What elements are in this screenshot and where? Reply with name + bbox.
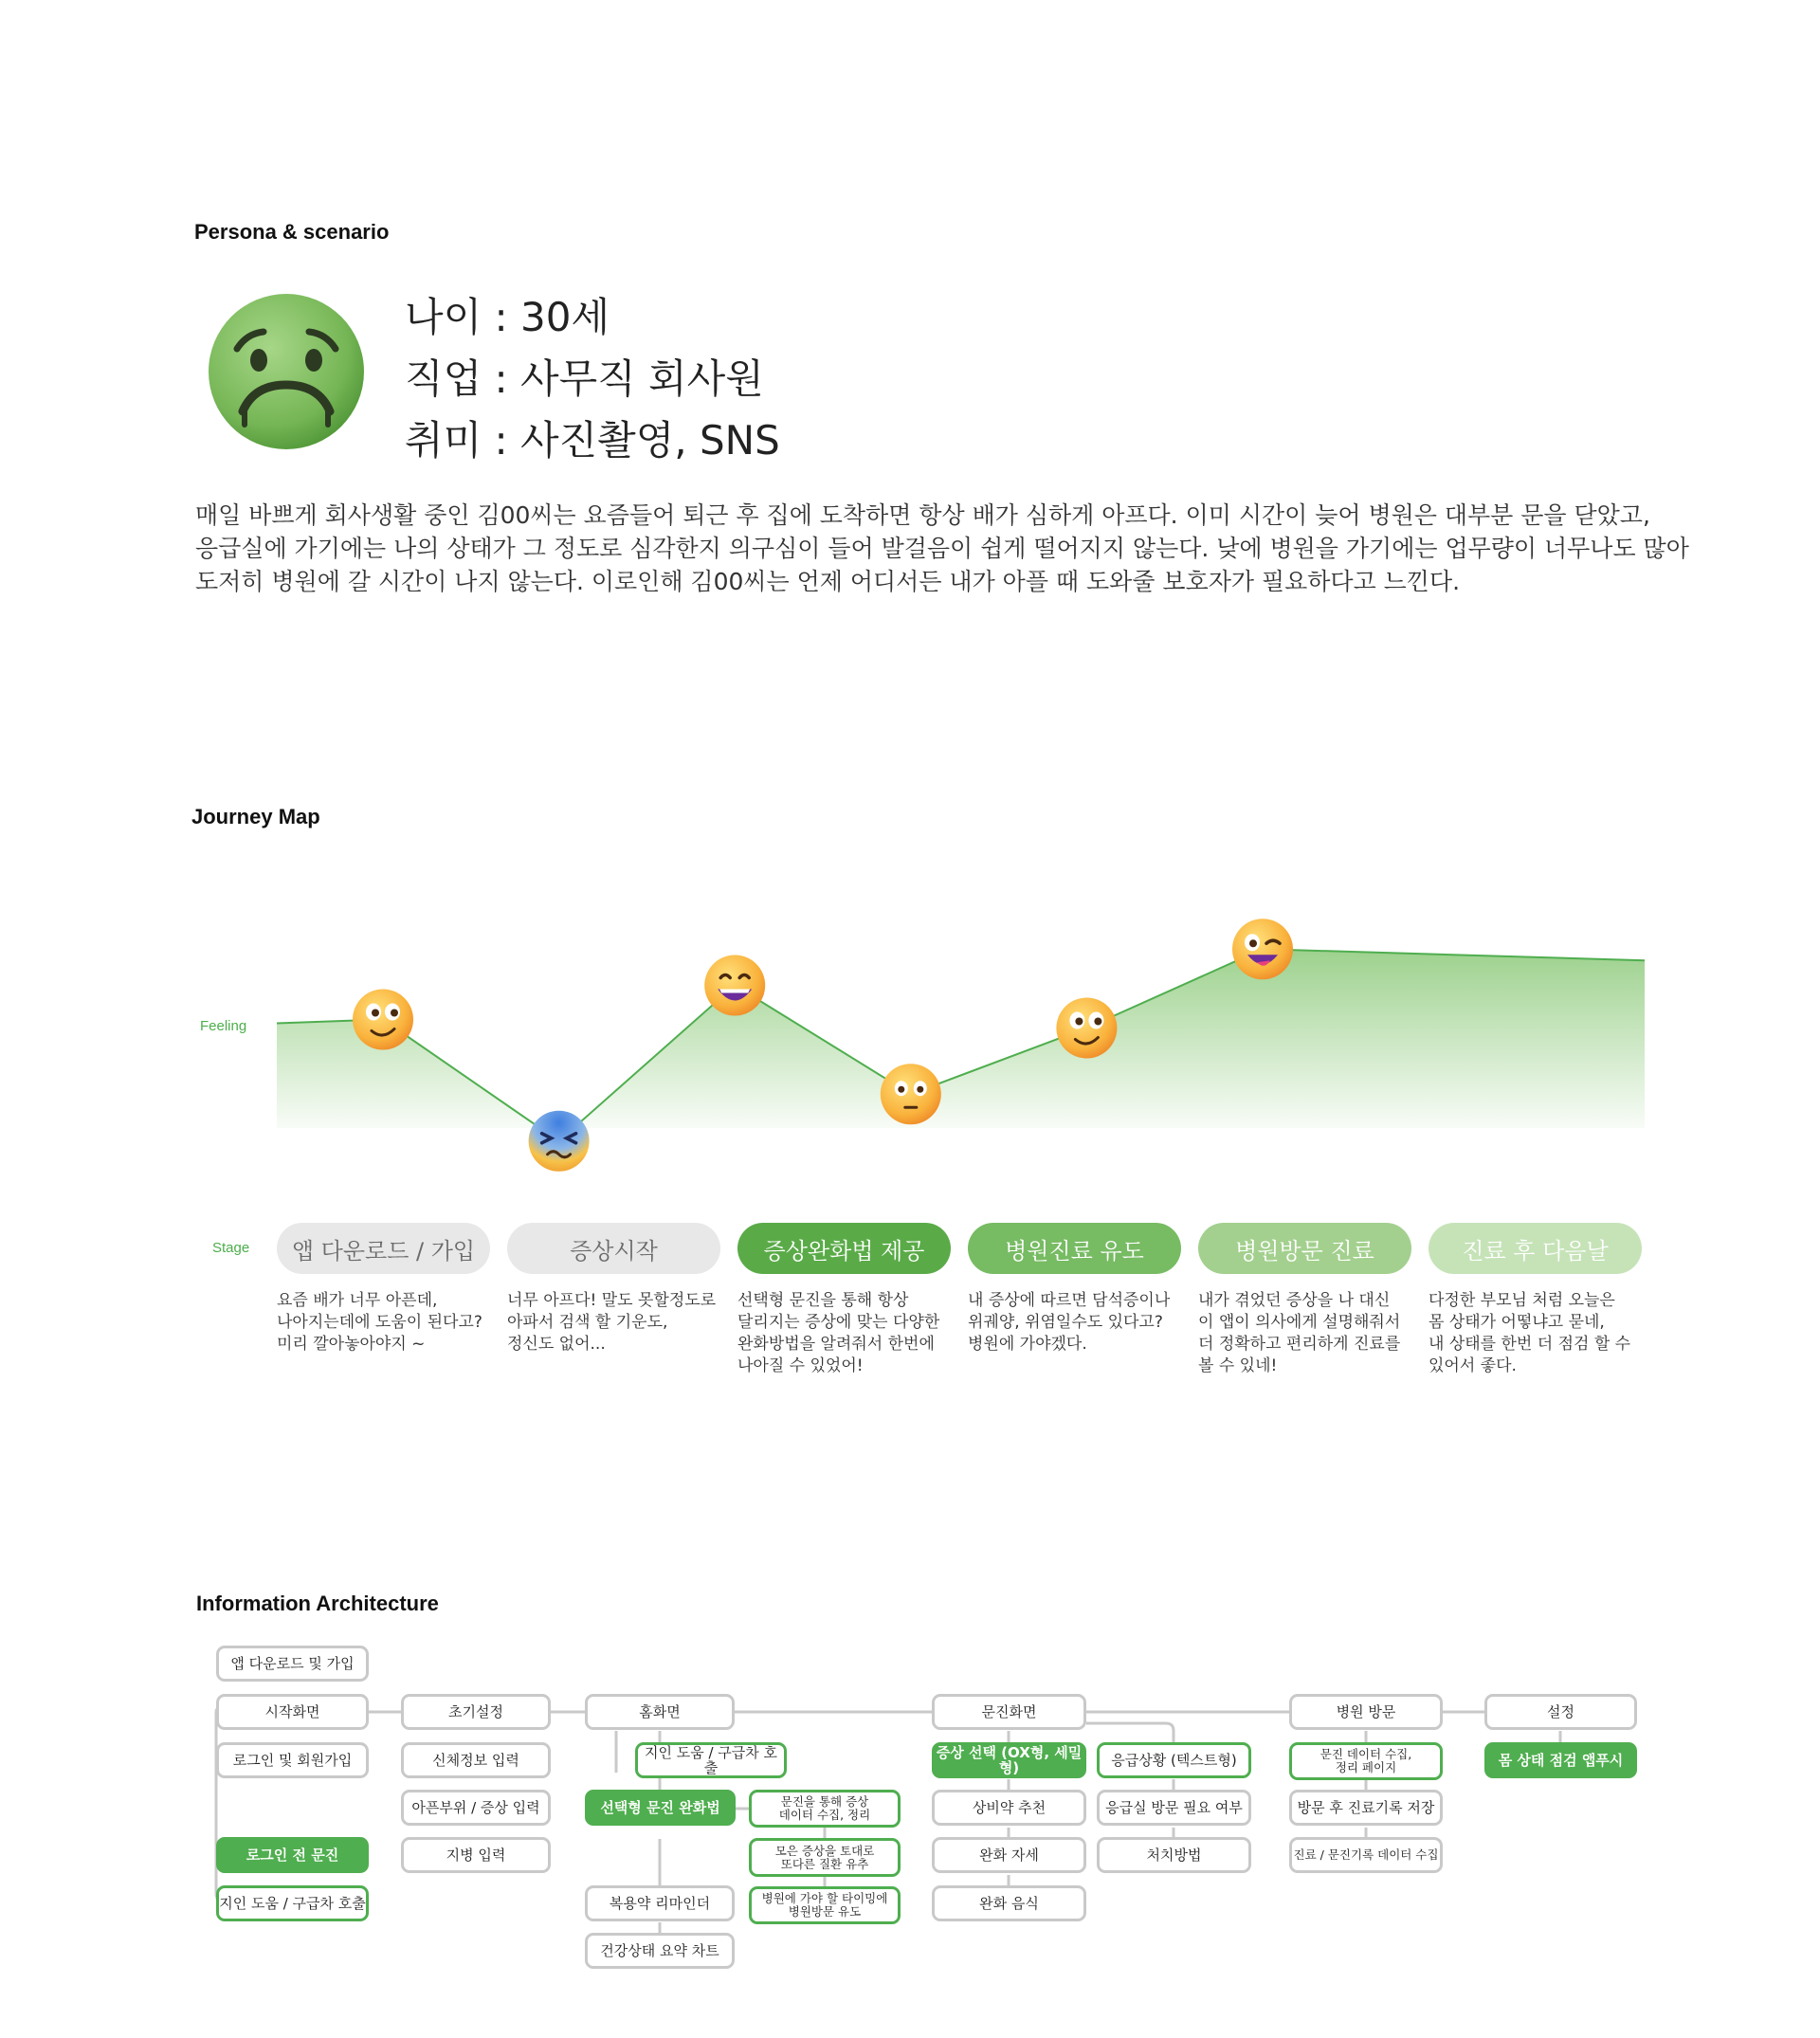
ia-node-record-data: 진료 / 문진기록 데이터 수집 bbox=[1289, 1837, 1443, 1873]
ia-node-save-record: 방문 후 진료기록 저장 bbox=[1289, 1790, 1443, 1826]
ia-node-start-screen: 시작화면 bbox=[216, 1694, 369, 1730]
stage-description-line: 병원에 가야겠다. bbox=[968, 1335, 1087, 1354]
stage-description-line: 더 정확하고 편리하게 진료를 bbox=[1198, 1335, 1401, 1354]
persona-job: 직업 : 사무직 회사원 bbox=[405, 355, 764, 402]
ia-node-line: 정리 페이지 bbox=[1335, 1760, 1397, 1774]
ia-node-line: 병원방문 유도 bbox=[788, 1904, 862, 1919]
stage-description-line: 내 증상에 따르면 담석증이나 bbox=[968, 1291, 1171, 1310]
ia-node-emergency-text: 응급상황 (텍스트형) bbox=[1097, 1742, 1251, 1778]
ia-node-line: 병원에 가야 할 타이밍에 bbox=[761, 1891, 888, 1905]
ia-node-home: 홈화면 bbox=[585, 1694, 735, 1730]
ia-node-first-aid: 처치방법 bbox=[1097, 1837, 1251, 1873]
ia-node-pain-symptom: 아픈부위 / 증상 입력 bbox=[401, 1790, 551, 1826]
ia-node-checkup-data-page bbox=[1289, 1742, 1443, 1780]
ia-node-line: 또다른 질환 유추 bbox=[780, 1856, 869, 1871]
stage-pill: 병원방문 진료 bbox=[1198, 1223, 1411, 1274]
persona-age: 나이 : 30세 bbox=[405, 294, 610, 340]
stage-description-line: 나아질 수 있었어! bbox=[737, 1356, 864, 1375]
stage-description-line: 다정한 부모님 처럼 오늘은 bbox=[1429, 1291, 1615, 1310]
ia-node-medication-reminder: 복용약 리마인더 bbox=[585, 1885, 735, 1921]
ia-section-title: Information Architecture bbox=[196, 1592, 439, 1615]
ia-node-disease-input: 지병 입력 bbox=[401, 1837, 551, 1873]
ia-node-selective-relief: 선택형 문진 완화법 bbox=[585, 1790, 736, 1826]
scenario-line: 매일 바쁘게 회사생활 중인 김00씨는 요즘들어 퇴근 후 집에 도착하면 항상 배가 심하게 아프다. 이미 시간이 늦어 병원은 대부분 문을 닫았고, bbox=[195, 501, 1650, 529]
scenario-line: 응급실에 가기에는 나의 상태가 그 정도로 심각한지 의구심이 들어 발걸음이 쉽게 떨어지지 않는다. 낮에 병원을 가기에는 업무량이 너무나도 많아 bbox=[195, 535, 1689, 562]
ia-node-checkup-screen: 문진화면 bbox=[932, 1694, 1086, 1730]
ia-node-line: 문진을 통해 증상 bbox=[780, 1794, 869, 1809]
journey-section-title: Journey Map bbox=[191, 805, 320, 828]
ia-node-relief-posture: 완화 자세 bbox=[932, 1837, 1086, 1873]
stage-description-line: 있어서 좋다. bbox=[1429, 1356, 1517, 1375]
stage-description-line: 요즘 배가 너무 아픈데, bbox=[277, 1291, 438, 1310]
ia-node-body-info: 신체정보 입력 bbox=[401, 1742, 551, 1778]
ia-node-infer-disease bbox=[749, 1838, 901, 1877]
stage-description-line: 위궤양, 위염일수도 있다고? bbox=[968, 1313, 1163, 1332]
stage-axis-label: Stage bbox=[212, 1240, 250, 1256]
ia-node-settings: 설정 bbox=[1484, 1694, 1637, 1730]
ia-node-app-download: 앱 다운로드 및 가입 bbox=[216, 1646, 369, 1682]
ia-node-relief-food: 완화 음식 bbox=[932, 1885, 1086, 1921]
persona-section-title: Persona & scenario bbox=[194, 220, 390, 244]
ia-node-prelogin-check: 로그인 전 문진 bbox=[216, 1837, 369, 1873]
feeling-axis-label: Feeling bbox=[200, 1018, 247, 1034]
ia-node-acquaintance-call-home: 지인 도움 / 구급차 호출 bbox=[635, 1742, 787, 1778]
stage-description-line: 볼 수 있네! bbox=[1198, 1356, 1278, 1375]
stage-pill: 증상시작 bbox=[507, 1223, 720, 1274]
stage-description-line: 정신도 없어... bbox=[507, 1335, 606, 1354]
stage-description-line: 너무 아프다! 말도 못할정도로 bbox=[507, 1291, 717, 1310]
ia-node-symptom-select: 증상 선택 (OX형, 세밀형) bbox=[932, 1742, 1086, 1778]
ia-node-hospital-visit-induce bbox=[749, 1886, 901, 1924]
ia-node-initial-setup: 초기설정 bbox=[401, 1694, 551, 1730]
ia-node-er-visit-needed: 응급실 방문 필요 여부 bbox=[1097, 1790, 1251, 1826]
stage-description-line: 선택형 문진을 통해 항상 bbox=[737, 1291, 909, 1310]
stage-description-line: 내가 겪었던 증상을 나 대신 bbox=[1198, 1291, 1391, 1310]
stage-description-line: 내 상태를 한번 더 점검 할 수 bbox=[1429, 1335, 1631, 1354]
ia-node-line: 문진 데이터 수집, bbox=[1320, 1747, 1412, 1761]
ia-node-line: 모은 증상을 토대로 bbox=[774, 1843, 875, 1858]
stage-description-line: 아파서 검색 할 기운도, bbox=[507, 1313, 668, 1332]
stage-description-line: 이 앱이 의사에게 설명해줘서 bbox=[1198, 1313, 1401, 1332]
ia-node-push-check: 몸 상태 점검 앱푸시 bbox=[1484, 1742, 1637, 1778]
stage-description-line: 달리지는 증상에 맞는 다양한 bbox=[737, 1313, 940, 1332]
stage-pill: 진료 후 다음날 bbox=[1429, 1223, 1642, 1274]
stage-pill: 앱 다운로드 / 가입 bbox=[277, 1223, 490, 1274]
ia-node-line: 데이터 수집, 정리 bbox=[778, 1808, 871, 1822]
stage-description-line: 몸 상태가 어떻냐고 묻네, bbox=[1429, 1313, 1605, 1332]
ia-node-collect-organize bbox=[749, 1790, 901, 1828]
stage-description-line: 완화방법을 알려줘서 한번에 bbox=[737, 1335, 935, 1354]
stage-description-line: 나아지는데에 도움이 된다고? bbox=[277, 1313, 482, 1332]
persona-hobby: 취미 : 사진촬영, SNS bbox=[405, 417, 780, 464]
ia-node-hospital-visit: 병원 방문 bbox=[1289, 1694, 1443, 1730]
ia-node-login-signup: 로그인 및 회원가입 bbox=[216, 1742, 369, 1778]
stage-pill: 증상완화법 제공 bbox=[737, 1223, 951, 1274]
stage-pill: 병원진료 유도 bbox=[968, 1223, 1181, 1274]
ia-node-acquaintance-call: 지인 도움 / 구급차 호출 bbox=[216, 1885, 369, 1921]
ia-node-otc-recommend: 상비약 추천 bbox=[932, 1790, 1086, 1826]
ia-node-health-summary: 건강상태 요약 차트 bbox=[585, 1933, 735, 1969]
stage-description-line: 미리 깔아놓아야지 ~ bbox=[277, 1335, 426, 1354]
scenario-line: 도저히 병원에 갈 시간이 나지 않는다. 이로인해 김00씨는 언제 어디서든 내가 아플 때 도와줄 보호자가 필요하다고 느낀다. bbox=[195, 568, 1461, 595]
